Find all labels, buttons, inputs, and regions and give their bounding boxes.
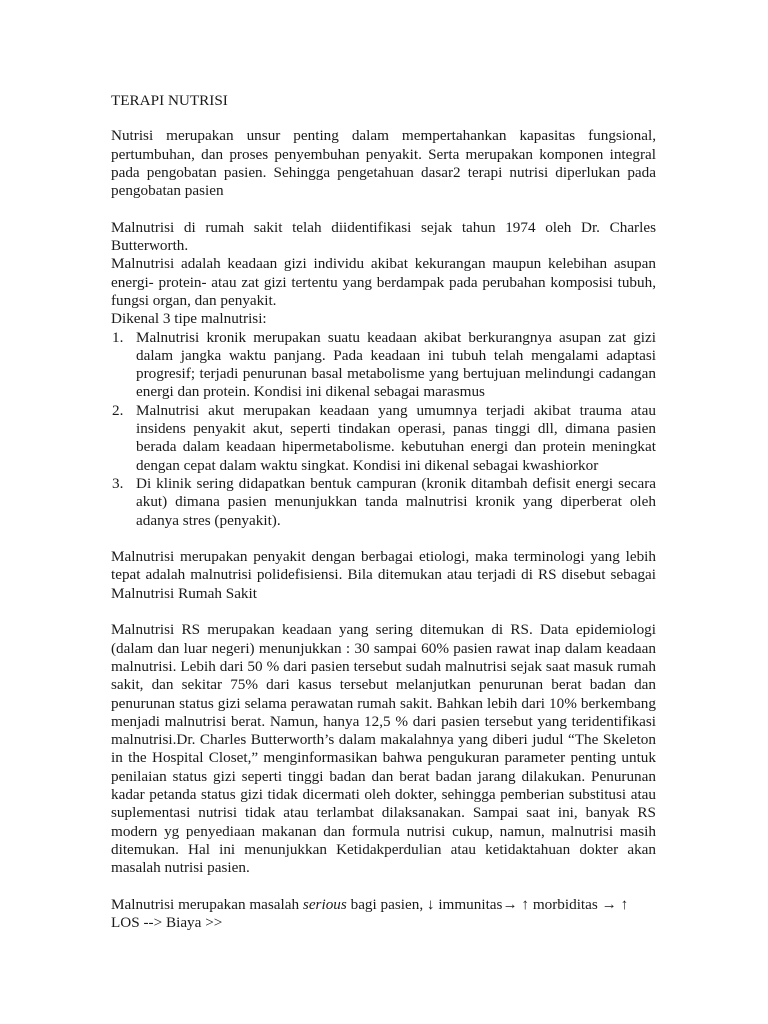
list-item-number: 2. xyxy=(112,401,124,419)
closing-emphasis: serious xyxy=(302,895,347,913)
malnutrisi-rs-paragraph: Malnutrisi RS merupakan keadaan yang sering ditemukan di RS. Data epidemiologi (dalam dan luar negeri) menunjukkan : 30 sampai 60% pasien rawat inap dalam keadaan malnutrisi. Lebih dari 50 % dari pasien tersebut sudah malnutrisi sejak saat masuk rumah sakit, dan sekitar 75% dari kasus tersebut melanjutkan penurunan berat badan dan penurunan status gizi selama perawatan rumah sakit. Bahkan lebih dari 10% berkembang menjadi malnutrisi berat. Namun, hanya 12,5 % dari pasien tersebut yang teridentifikasi malnutrisi.Dr. Charles Butterworth’s dalam makalahnya yang diberi judul “The Skeleton in the Hospital Closet,” menginformasikan bahwa pengukuran parameter penting untuk penilaian status gizi seperti tinggi badan dan berat badan jarang dilakukan. Penurunan kadar petanda status gizi tidak dicermati oleh dokter, sehingga pemberian substitusi atau suplementasi nutrisi tidak atau terlambat dilaksanakan. Sampai saat ini, banyak RS modern yg penyediaan makanan dan formula nutrisi cukup, namun, malnutrisi masih ditemukan. Hal ini menunjukkan Ketidakperdulian atau ketidaktahuan dokter akan masalah nutrisi pasien. xyxy=(111,621,656,877)
malnutrisi-types-list xyxy=(111,329,656,530)
etiology-paragraph: Malnutrisi merupakan penyakit dengan berbagai etiologi, maka terminologi yang lebih tepat adalah malnutrisi polidefisiensi. Bila ditemukan atau terjadi di RS disebut sebagai Malnutrisi Rumah Sakit xyxy=(111,548,656,602)
list-item xyxy=(111,402,656,475)
paragraph-spacer xyxy=(111,200,656,218)
closing-paragraph xyxy=(111,896,656,933)
paragraph-spacer xyxy=(111,877,656,895)
intro-paragraph: Nutrisi merupakan unsur penting dalam mempertahankan kapasitas fungsional, pertumbuhan, dan proses penyembuhan penyakit. Serta merupakan komponen integral pada pengobatan pasien. Sehingga pengetahuan dasar2 terapi nutrisi diperlukan pada pengobatan pasien xyxy=(111,127,656,200)
list-item-text: Malnutrisi kronik merupakan suatu keadaan akibat berkurangnya asupan zat gizi dalam jangka waktu panjang. Pada keadaan ini tubuh telah mengalami adaptasi progresif; terjadi penurunan basal metabolisme yang bertujuan melindungi cadangan energi dan protein. Kondisi ini dikenal sebagai marasmus xyxy=(136,328,656,401)
list-item-text: Di klinik sering didapatkan bentuk campuran (kronik ditambah defisit energi secara akut) dimana pasien menunjukkan tanda malnutrisi kronik yang diperberat oleh adanya stres (penyakit). xyxy=(136,474,656,529)
types-heading: Dikenal 3 tipe malnutrisi: xyxy=(111,310,267,328)
paragraph-spacer xyxy=(111,603,656,621)
closing-prefix: Malnutrisi merupakan masalah xyxy=(111,895,303,913)
list-item xyxy=(111,475,656,530)
list-item-number: 3. xyxy=(112,474,124,492)
list-item xyxy=(111,329,656,402)
paragraph-spacer xyxy=(111,530,656,548)
list-item-number: 1. xyxy=(112,328,124,346)
list-item-text: Malnutrisi akut merupakan keadaan yang umumnya terjadi akibat trauma atau insidens penyakit akut, seperti tindakan operasi, panas tinggi dll, dimana pasien berada dalam keadaan hipermetabolisme. kebutuhan energi dan protein meningkat dengan cepat dalam waktu singkat. Kondisi ini dikenal sebagai kwashiorkor xyxy=(136,401,656,474)
malnutrisi-history-paragraph: Malnutrisi di rumah sakit telah diidentifikasi sejak tahun 1974 oleh Dr. Charles Butterworth. xyxy=(111,218,656,255)
document-page xyxy=(111,92,656,932)
malnutrisi-definition-paragraph: Malnutrisi adalah keadaan gizi individu akibat kekurangan maupun kelebihan asupan energi- protein- atau zat gizi tertentu yang berdampak pada perubahan komposisi tubuh, fungsi organ, dan penyakit. xyxy=(111,255,656,309)
closing-suffix: bagi pasien, ↓ immunitas→ ↑ morbiditas → ↑ LOS --> Biaya >> xyxy=(111,895,629,932)
document-title: TERAPI NUTRISI xyxy=(111,92,228,109)
